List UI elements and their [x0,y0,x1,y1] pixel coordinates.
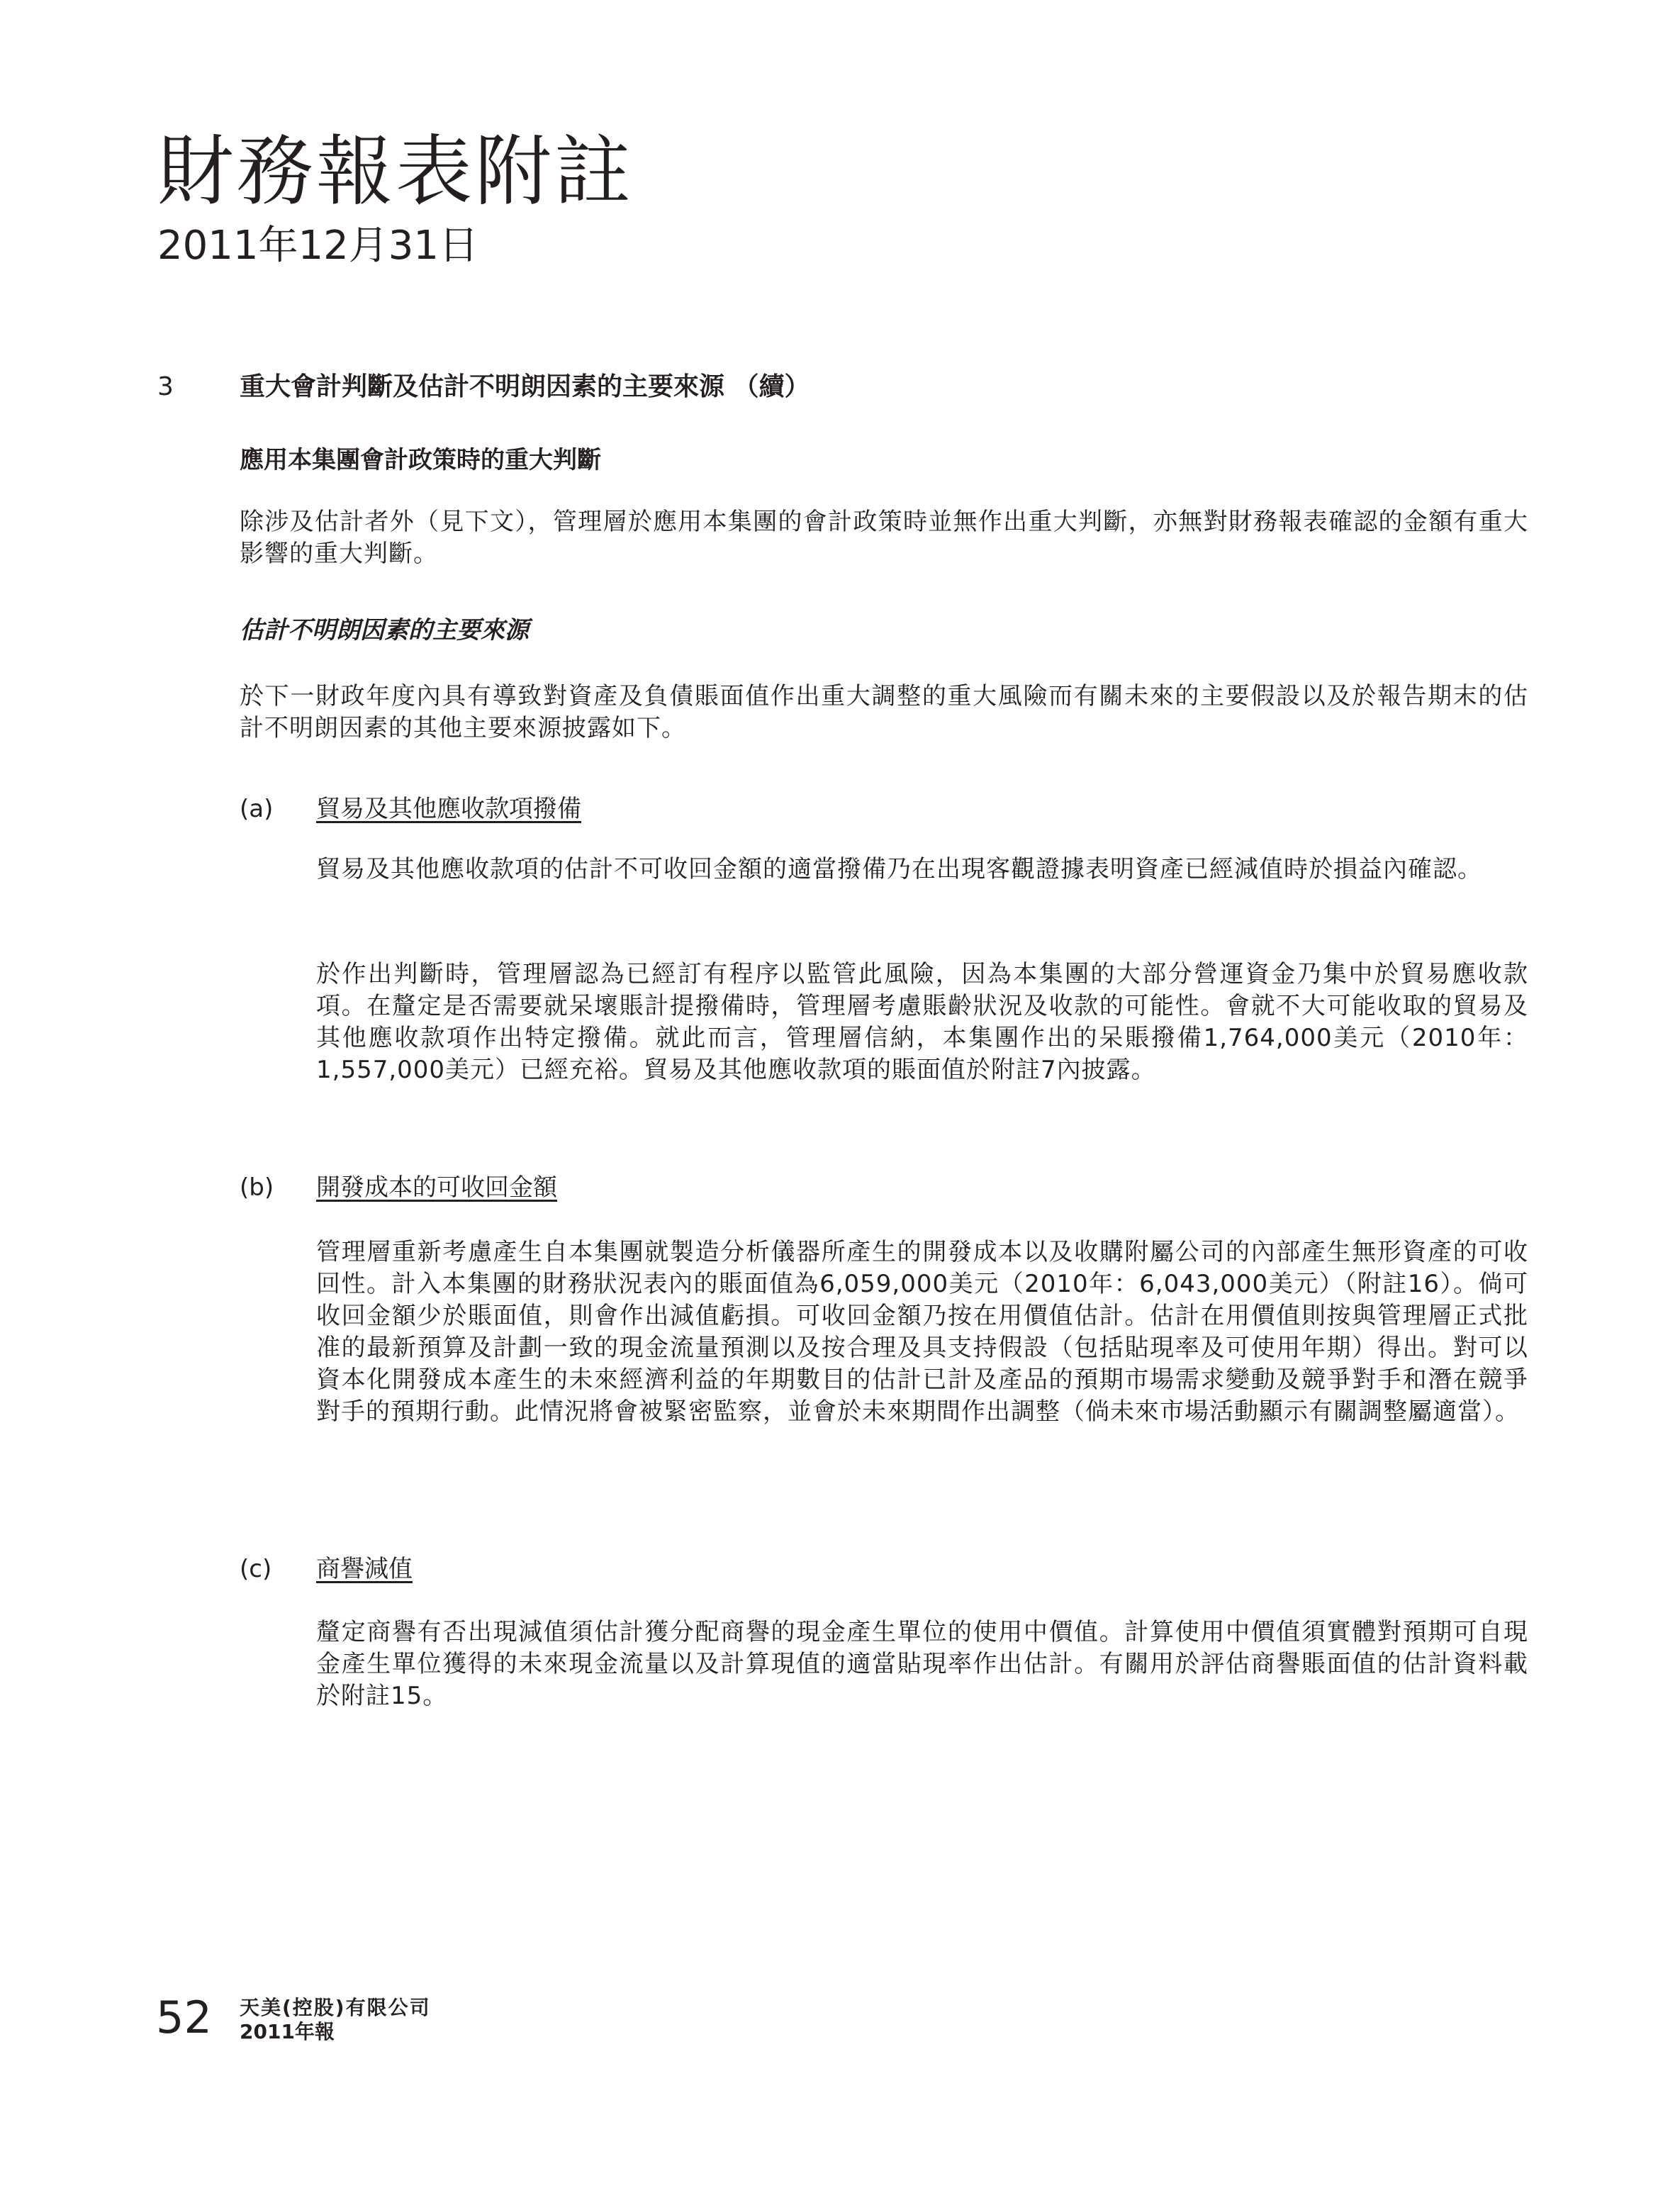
item-a-paragraph-2: 於作出判斷時，管理層認為已經訂有程序以監管此風險，因為本集團的大部分營運資金乃集中於貿易應收款項。在釐定是否需要就呆壞賬計提撥備時，管理層考慮賬齡狀況及收款的可能性。會就不大可能收取的貿易及其他應收款項作出特定撥備。就此而言，管理層信納，本集團作出的呆賬撥備1,764,000美元（2010年：1,557,000美元）已經充裕。貿易及其他應收款項的賬面值於附註7內披露。 [316,960,1528,1084]
page-date: 2011年12月31日 [157,223,479,269]
estimation-heading: 估計不明朗因素的主要來源 [240,616,529,644]
judgements-heading: 應用本集團會計政策時的重大判斷 [240,446,601,474]
footer-company-name: 天美(控股)有限公司 [240,1996,431,2019]
page-title: 財務報表附註 [157,128,634,216]
item-b-paragraph-1: 管理層重新考慮產生自本集團就製造分析儀器所產生的開發成本以及收購附屬公司的內部產生無形資產的可收回性。計入本集團的財務狀況表內的賬面值為6,059,000美元（2010年：6,043,000美元）（附註16）。倘可收回金額少於賬面值，則會作出減值虧損。可收回金額乃按在用價值估計。估計在用價值則按與管理層正式批准的最新預算及計劃一致的現金流量預測以及按合理及具支持假設（包括貼現率及可使用年期）得出。對可以資本化開發成本產生的未來經濟利益的年期數目的估計已計及產品的預期市場需求變動及競爭對手和潛在競爭對手的預期行動。此情況將會被緊密監察，並會於未來期間作出調整（倘未來市場活動顯示有關調整屬適當）。 [316,1238,1528,1426]
judgements-paragraph: 除涉及估計者外（見下文），管理層於應用本集團的會計政策時並無作出重大判斷，亦無對財務報表確認的金額有重大影響的重大判斷。 [240,508,1528,568]
footer-report-title: 2011年報 [240,2020,335,2043]
item-b-title: 開發成本的可收回金額 [316,1173,557,1202]
page-number: 52 [156,1992,212,2043]
item-a-title: 貿易及其他應收款項撥備 [316,795,581,823]
section-title: 重大會計判斷及估計不明朗因素的主要來源 （續） [240,372,810,401]
estimation-paragraph: 於下一財政年度內具有導致對資產及負債賬面值作出重大調整的重大風險而有關未來的主要假設以及於報告期末的估計不明朗因素的其他主要來源披露如下。 [240,682,1528,742]
item-c-title: 商譽減值 [316,1555,413,1583]
item-a-label: (a) [240,795,274,823]
item-c-paragraph-1: 釐定商譽有否出現減值須估計獲分配商譽的現金產生單位的使用中價值。計算使用中價值須實體對預期可自現金產生單位獲得的未來現金流量以及計算現值的適當貼現率作出估計。有關用於評估商譽賬面值的估計資料載於附註15。 [316,1618,1528,1710]
item-a-paragraph-1: 貿易及其他應收款項的估計不可收回金額的適當撥備乃在出現客觀證據表明資產已經減值時於損益內確認。 [316,855,1482,883]
item-b-label: (b) [240,1173,274,1202]
section-number: 3 [157,372,174,401]
item-c-label: (c) [240,1555,272,1583]
